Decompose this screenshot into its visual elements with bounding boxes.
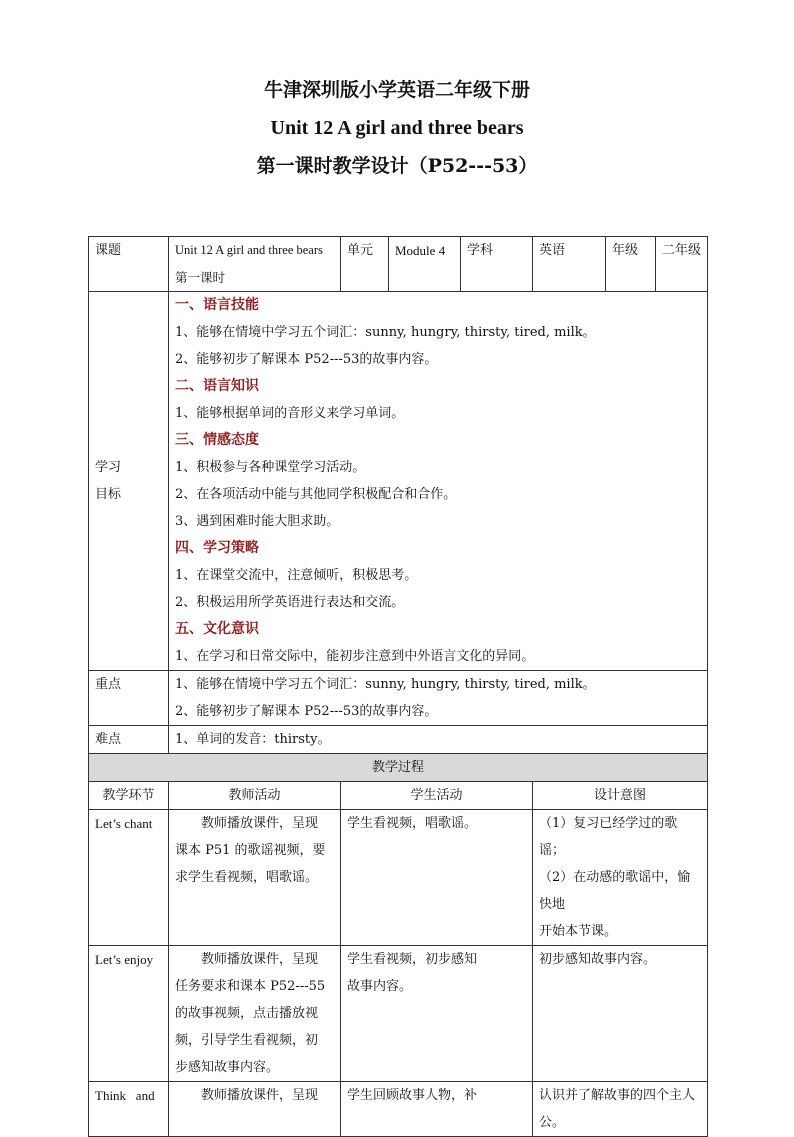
process-row [89,1082,708,1137]
objectives-label-line-1: 学习 [95,460,122,475]
teacher-line: 的故事视频，点击播放视 [175,1006,319,1021]
column-header-intent: 设计意图 [533,782,708,810]
intent-cell [533,810,708,946]
intent-cell [533,1082,708,1137]
section-heading: 一、语言技能 [175,297,259,313]
unit-title: Unit 12 A girl and three bears [270,117,524,139]
subject-label: 学科 [461,237,533,292]
difficult-points-row [89,726,708,754]
topic-line-2: 第一课时 [175,270,226,285]
objective-item: 1、在课堂交流中，注意倾听，积极思考。 [175,568,418,583]
intent-line: 开始本节课。 [539,924,618,939]
unit-label: 单元 [341,237,389,292]
stage-cell: Let’s chant [89,810,169,946]
stage-cell: Think and [89,1082,169,1137]
objective-item: 2、积极运用所学英语进行表达和交流。 [175,595,405,610]
process-row [89,810,708,946]
process-title-row [89,754,708,782]
teacher-line: 任务要求和课本 P52---55 [175,979,326,994]
student-line: 学生回顾故事人物，补 [347,1088,478,1103]
section-heading: 三、情感态度 [175,432,259,448]
objective-item: 1、在学习和日常交际中，能初步注意到中外语言文化的异同。 [175,649,535,664]
objectives-label [89,292,169,671]
unit-value: Module 4 [389,237,461,292]
process-row [89,946,708,1082]
column-header-teacher: 教师活动 [169,782,341,810]
objective-item: 2、能够初步了解课本 P52---53的故事内容。 [175,352,438,367]
section-heading: 五、文化意识 [175,621,259,637]
teacher-line: 频，引导学生看视频，初 [175,1033,319,1048]
objective-item: 2、在各项活动中能与其他同学积极配合和合作。 [175,487,457,502]
teacher-line: 求学生看视频，唱歌谣。 [175,870,319,885]
grade-value: 二年级 [656,237,708,292]
intent-line: 初步感知故事内容。 [539,952,657,967]
objective-item: 1、能够在情境中学习五个词汇：sunny, hungry, thirsty, tired, milk。 [175,325,596,340]
intent-line: （1）复习已经学过的歌谣； [539,816,678,858]
document-title: 牛津深圳版小学英语二年级下册 [263,79,530,101]
objectives-row [89,292,708,671]
teacher-line: 课本 P51 的歌谣视频，要 [175,843,326,858]
section-heading: 二、语言知识 [175,378,259,394]
topic-value [169,237,341,292]
teacher-line: 教师播放课件，呈现 [201,1088,319,1103]
objective-item: 1、积极参与各种课堂学习活动。 [175,460,366,475]
student-cell [341,810,533,946]
process-header-row [89,782,708,810]
student-cell [341,946,533,1082]
key-point-item: 1、能够在情境中学习五个词汇：sunny, hungry, thirsty, tired, milk。 [175,677,596,692]
lesson-plan-table [88,236,708,1137]
student-cell [341,1082,533,1137]
key-points-label: 重点 [89,671,169,726]
student-line: 学生看视频，初步感知 [347,952,478,967]
intent-cell [533,946,708,1082]
teacher-cell [169,1082,341,1137]
key-point-item: 2、能够初步了解课本 P52---53的故事内容。 [175,704,438,719]
intent-line: 认识并了解故事的四个主人公。 [539,1088,696,1130]
topic-label: 课题 [89,237,169,292]
subject-value: 英语 [533,237,606,292]
stage-cell: Let’s enjoy [89,946,169,1082]
objective-item: 3、遇到困难时能大胆求助。 [175,514,340,529]
intent-line: （2）在动感的歌谣中，愉快地 [539,870,691,912]
process-title: 教学过程 [89,754,708,782]
difficult-points-label: 难点 [89,726,169,754]
grade-label: 年级 [606,237,656,292]
student-line: 学生看视频，唱歌谣。 [347,816,478,831]
difficult-point-item: 1、单词的发音：thirsty。 [175,732,331,747]
key-points-row [89,671,708,726]
document-header [0,74,794,182]
objectives-label-line-2: 目标 [95,487,122,502]
column-header-student: 学生活动 [341,782,533,810]
info-row [89,237,708,292]
section-heading: 四、学习策略 [175,540,259,556]
teacher-line: 教师播放课件，呈现 [201,952,319,967]
objective-item: 1、能够根据单词的音形义来学习单词。 [175,406,405,421]
objectives-content [169,292,708,671]
student-line: 故事内容。 [347,979,413,994]
teacher-cell [169,810,341,946]
teacher-line: 步感知故事内容。 [175,1060,280,1075]
lesson-title: 第一课时教学设计（P52---53） [256,155,538,177]
key-points-content [169,671,708,726]
teacher-line: 教师播放课件，呈现 [201,816,319,831]
column-header-stage: 教学环节 [89,782,169,810]
topic-line-1: Unit 12 A girl and three bears [175,243,323,257]
teacher-cell [169,946,341,1082]
difficult-points-content [169,726,708,754]
